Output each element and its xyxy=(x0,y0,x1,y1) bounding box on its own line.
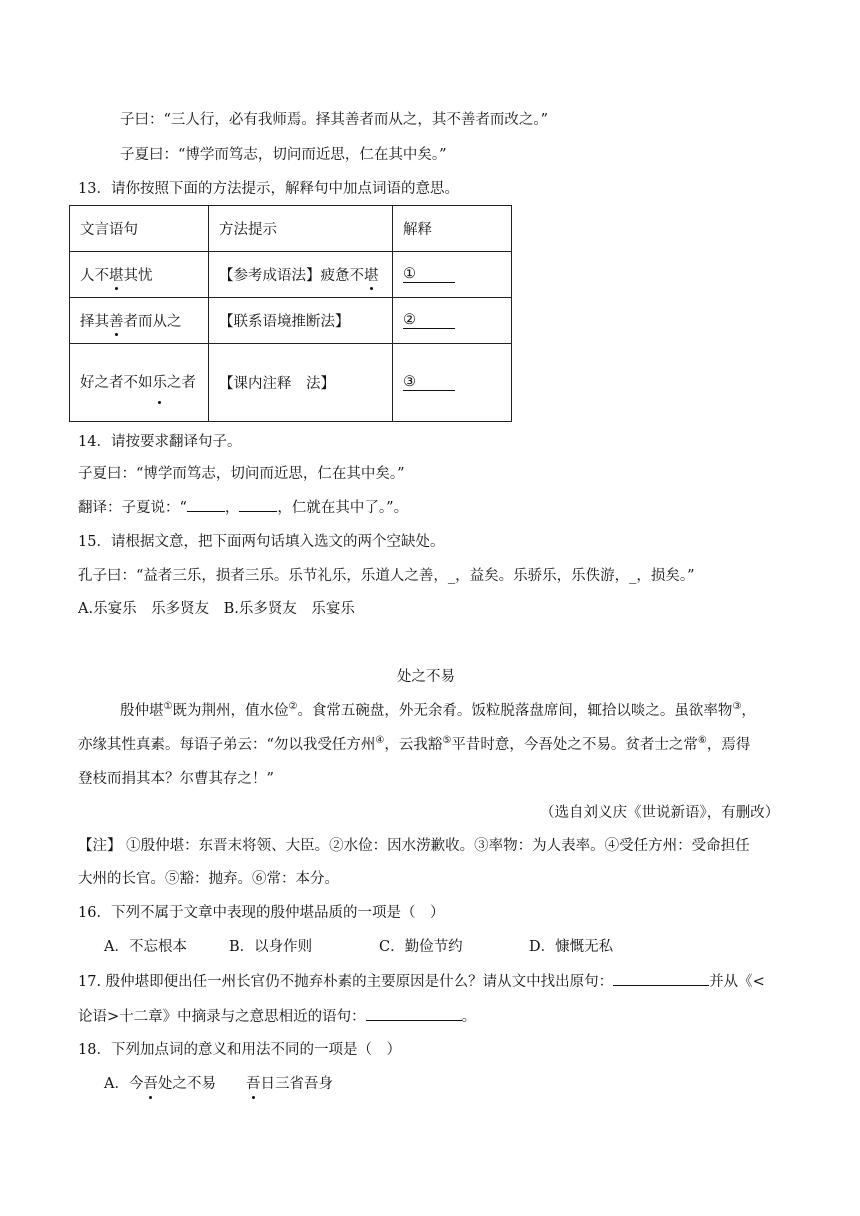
passage2-para-line1 xyxy=(120,701,756,721)
table-cell xyxy=(209,252,393,298)
text: 。食常五碗盘，外无余肴。饭粒脱落盘席间，辄拾以啖之。虽欲率物 xyxy=(297,703,733,719)
passage2-para-line2 xyxy=(78,735,750,755)
cell-text: 者而从之 xyxy=(123,314,182,330)
passage2-note-line2: 大州的长官。⑤豁：抛弃。⑥常：本分。 xyxy=(78,871,339,887)
passage1-line2: 子夏曰：“博学而笃志，切问而近思，仁在其中矣。” xyxy=(120,147,447,163)
cell-text: 其忧 xyxy=(123,268,153,284)
cell-text: 人不 xyxy=(80,268,109,284)
dotted-char: 乐 xyxy=(153,367,168,399)
footnote-ref: ⑥ xyxy=(697,735,707,747)
q15-options: A.乐宴乐 乐多贤友 B.乐多贤友 乐宴乐 xyxy=(78,601,355,617)
text: 殷仲堪 xyxy=(120,703,164,719)
table-row xyxy=(70,298,512,344)
passage2-note-line1: 【注】 ①殷仲堪：东晋末将领、大臣。②水俭：因水涝歉收。③率物：为人表率。④受任方州：受命担任 xyxy=(78,838,750,854)
option-d[interactable]: D．慷慨无私 xyxy=(529,939,614,955)
translation-prefix: 翻译：子夏说：“ xyxy=(78,500,187,516)
q15-sentence: 孔子曰：“益者三乐，损者三乐。乐节礼乐，乐道人之善，_，益矣。乐骄乐，乐佚游，_，损矣。” xyxy=(78,568,695,584)
q14-sentence: 子夏曰：“博学而笃志，切问而近思，仁在其中矣。” xyxy=(78,466,405,482)
text: 。 xyxy=(461,1009,477,1025)
option-b[interactable]: B．以身作则 xyxy=(229,939,313,955)
table-cell xyxy=(209,344,393,422)
text: 论语>十二章》中摘录与之意思相近的语句： xyxy=(78,1009,366,1025)
text: 并从《< xyxy=(709,974,765,990)
answer-blank-2[interactable]: ② xyxy=(403,312,455,329)
table-cell xyxy=(393,298,512,344)
table-cell xyxy=(70,298,209,344)
table-cell xyxy=(393,344,512,422)
translation-suffix: ，仁就在其中了。”。 xyxy=(277,500,409,516)
cell-text: 【联系语境推断法】 xyxy=(219,314,350,330)
dotted-char: 善 xyxy=(109,310,124,331)
cell-text: 好之者不如 xyxy=(80,374,153,391)
q13-prompt: 13．请你按照下面的方法提示，解释句中加点词语的意思。 xyxy=(78,181,459,197)
table-row xyxy=(70,252,512,298)
answer-blank[interactable] xyxy=(613,971,709,986)
text: 今 xyxy=(128,1076,144,1092)
footnote-ref: ④ xyxy=(375,735,385,747)
translation-blank-2[interactable] xyxy=(239,497,277,512)
q18-option-a xyxy=(104,1074,333,1094)
text: 既为荆州，值水俭 xyxy=(172,703,289,719)
table-cell xyxy=(70,344,209,422)
passage2-source: （选自刘义庆《世说新语》，有删改） xyxy=(540,805,780,821)
text: 17. 殷仲堪即便出任一州长官仍不抛弃朴素的主要原因是什么？请从文中找出原句： xyxy=(78,974,614,990)
text: 处之不易 xyxy=(157,1076,216,1092)
q14-prompt: 14．请按要求翻译句子。 xyxy=(78,434,242,450)
q14-translation xyxy=(78,497,408,518)
table-row xyxy=(70,344,512,422)
table-cell xyxy=(209,298,393,344)
text: ，云我豁 xyxy=(384,737,443,753)
dotted-char: 堪 xyxy=(364,264,379,285)
text: 平昔时意，今吾处之不易。贫者士之常 xyxy=(451,737,698,753)
text: 亦缘其性真素。每语子弟云：“勿以我受任方州 xyxy=(78,737,376,753)
footnote-ref: ⑤ xyxy=(442,735,452,747)
passage2-title: 处之不易 xyxy=(397,669,455,685)
cell-text: 之者 xyxy=(167,374,196,391)
table-cell xyxy=(393,252,512,298)
q16-prompt: 16．下列不属于文章中表现的殷仲堪品质的一项是（ ） xyxy=(78,905,445,921)
table-header-cell: 文言语句 xyxy=(70,206,209,252)
cell-text: 择其 xyxy=(80,314,109,330)
dotted-char: 堪 xyxy=(109,264,124,285)
q13-table xyxy=(69,205,512,422)
text: 日三省吾身 xyxy=(260,1076,333,1092)
q15-prompt: 15．请根据文意，把下面两句话填入选文的两个空缺处。 xyxy=(78,534,445,550)
passage2-para-line3: 登枝而捐其本？尔曹其存之！” xyxy=(78,771,274,787)
dotted-char: 吾 xyxy=(245,1076,261,1092)
q17-line1 xyxy=(78,971,765,992)
option-c[interactable]: C．勤俭节约 xyxy=(379,939,463,955)
option-label: A． xyxy=(104,1076,129,1092)
q17-line2 xyxy=(78,1006,476,1027)
footnote-ref: ③ xyxy=(732,701,742,713)
translation-blank-1[interactable] xyxy=(187,497,225,512)
table-row xyxy=(70,206,512,252)
cell-text: 【参考成语法】疲惫不 xyxy=(219,268,364,284)
cell-text: 【课内注释 法】 xyxy=(219,376,335,392)
text: ， xyxy=(741,703,756,719)
table-header-cell: 方法提示 xyxy=(209,206,393,252)
footnote-ref: ① xyxy=(163,701,173,713)
text: ，焉得 xyxy=(706,737,751,753)
answer-blank-1[interactable]: ① xyxy=(403,266,455,283)
option-a[interactable]: A．不忘根本 xyxy=(104,939,187,955)
answer-blank-3[interactable]: ③ xyxy=(403,374,455,391)
translation-sep: ， xyxy=(224,500,240,516)
passage1-line1: 子曰：“三人行，必有我师焉。择其善者而从之，其不善者而改之。” xyxy=(120,112,549,128)
q16-options xyxy=(104,937,613,957)
footnote-ref: ② xyxy=(288,701,298,713)
table-header-cell: 解释 xyxy=(393,206,512,252)
q18-prompt: 18．下列加点词的意义和用法不同的一项是（ ） xyxy=(78,1042,401,1058)
dotted-char: 吾 xyxy=(143,1076,158,1092)
answer-blank[interactable] xyxy=(366,1006,462,1021)
table-cell xyxy=(70,252,209,298)
